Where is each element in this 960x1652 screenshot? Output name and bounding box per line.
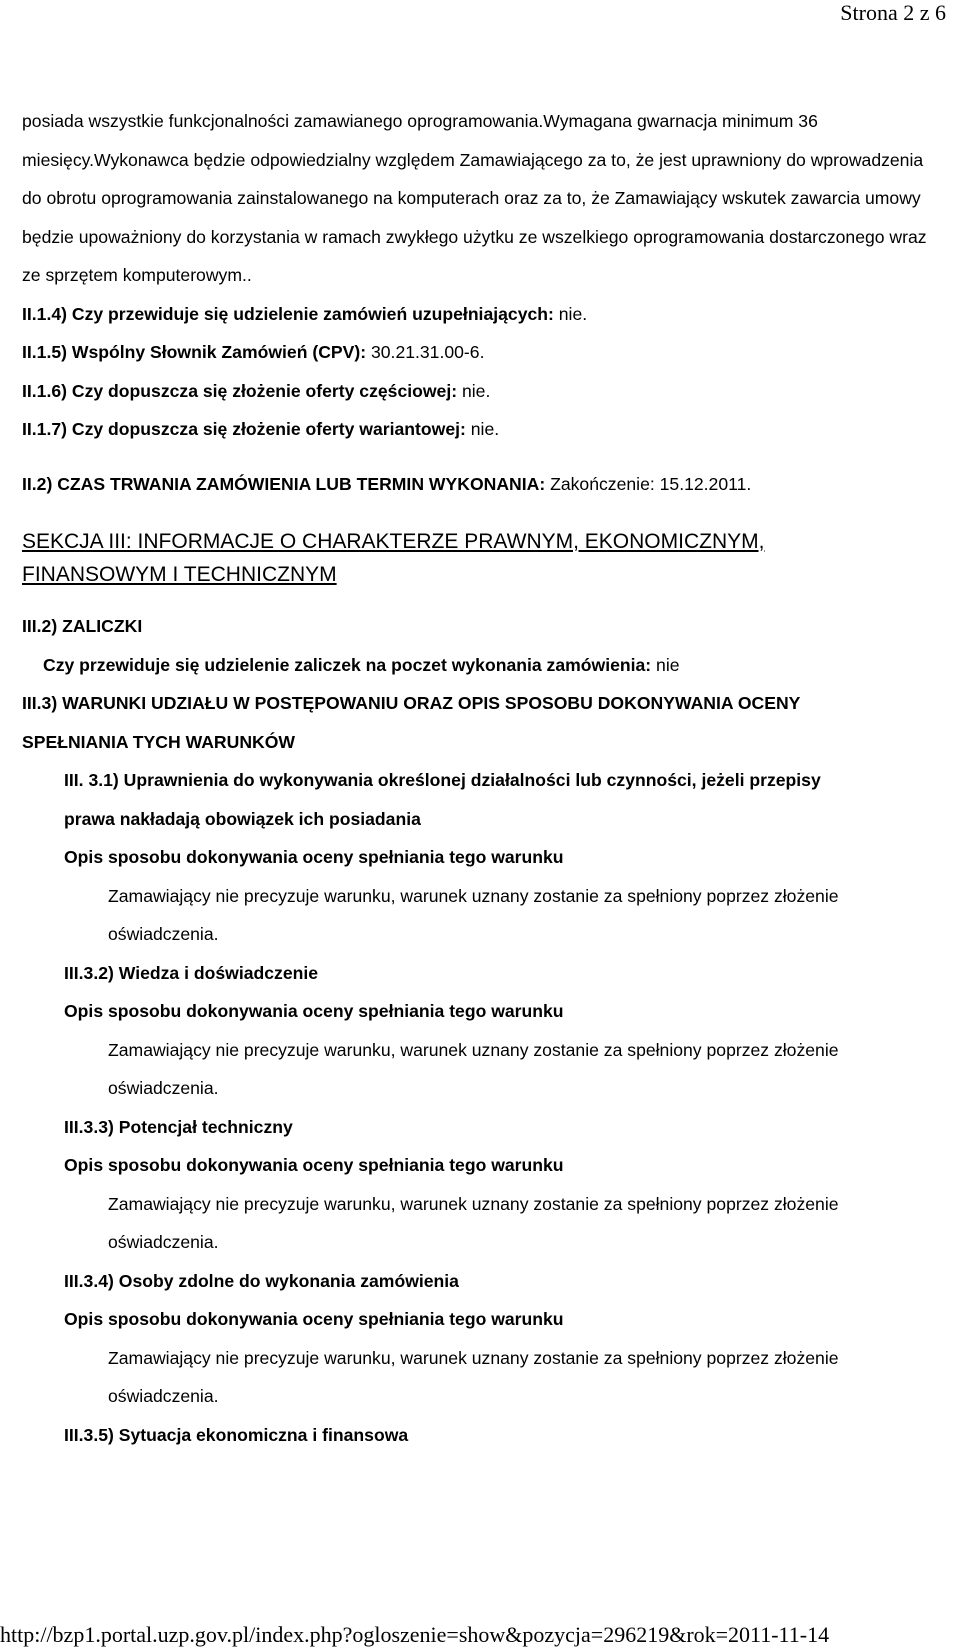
zaliczki-a: nie [651, 654, 680, 675]
czas-label: II.2) CZAS TRWANIA ZAMÓWIENIA LUB TERMIN WYKONANIA: [22, 473, 546, 494]
opis-text: oświadczenia. [108, 1386, 219, 1406]
sub-3-2-heading: III.3.2) Wiedza i doświadczenie [64, 962, 319, 983]
intro-paragraph: posiada wszystkie funkcjonalności zamawianego oprogramowania.Wymagana gwarnacja minimum 36 miesięcy.Wykonawca będzie odpowiedzialny względem Zamawiającego za to, że jest uprawniony do wprowadzenia do obrotu oprogramowania zainstalowanego na komputerach oraz za to, że Zamawiający wskutek zawarcia umowy będzie upoważniony do korzystania w ramach zwykłego użytku ze wszelkiego oprogramowania dostarczonego wraz ze sprzętem komputerowym.. [22, 111, 927, 285]
sub-3-4-heading: III.3.4) Osoby zdolne do wykonania zamówienia [64, 1270, 459, 1291]
item-value: 30.21.31.00-6. [366, 342, 485, 362]
item-label: II.1.5) Wspólny Słownik Zamówień (CPV): [22, 342, 367, 362]
sub-3-1-heading-1: III. 3.1) Uprawnienia do wykonywania określonej działalności lub czynności, jeżeli przepisy [64, 770, 821, 790]
item-value: nie. [457, 380, 491, 401]
zaliczki-heading: III.2) ZALICZKI [22, 616, 143, 636]
item-value: nie. [553, 303, 588, 324]
opis-text: Zamawiający nie precyzuje warunku, warunek uznany zostanie za spełniony poprzez złożenie [108, 1347, 839, 1368]
item-ii-1-5 [22, 333, 937, 372]
page-number: Strona 2 z 6 [840, 0, 946, 25]
section-title-line: SEKCJA III: INFORMACJE O CHARAKTERZE PRAWNYM, EKONOMICZNYM, [22, 530, 765, 553]
opis-text: Zamawiający nie precyzuje warunku, warunek uznany zostanie za spełniony poprzez złożenie [108, 1039, 839, 1060]
opis-text: oświadczenia. [108, 1078, 219, 1098]
item-label: II.1.6) Czy dopuszcza się złożenie oferty częściowej: [22, 380, 458, 401]
czas-trwania [22, 465, 937, 504]
opis-label: Opis sposobu dokonywania oceny spełniania tego warunku [64, 1309, 564, 1329]
section-3-title [22, 525, 937, 591]
opis-label: Opis sposobu dokonywania oceny spełniania tego warunku [64, 1155, 564, 1175]
opis-text: Zamawiający nie precyzuje warunku, warunek uznany zostanie za spełniony poprzez złożenie [108, 885, 839, 906]
footer-url: http://bzp1.portal.uzp.gov.pl/index.php?ogloszenie=show&pozycja=296219&rok=2011-11-14 [0, 1622, 830, 1647]
warunki-heading-2: SPEŁNIANIA TYCH WARUNKÓW [22, 731, 296, 752]
item-value: nie. [465, 419, 500, 439]
sub-3-3-heading: III.3.3) Potencjał techniczny [64, 1116, 293, 1137]
item-label: II.1.4) Czy przewiduje się udzielenie zamówień uzupełniających: [22, 303, 554, 324]
czas-value: Zakończenie: 15.12.2011. [545, 473, 752, 494]
opis-text: oświadczenia. [108, 1232, 219, 1252]
item-ii-1-4 [22, 295, 937, 334]
opis-label: Opis sposobu dokonywania oceny spełniania tego warunku [64, 847, 564, 867]
opis-text: Zamawiający nie precyzuje warunku, warunek uznany zostanie za spełniony poprzez złożenie [108, 1193, 839, 1214]
sub-3-1-heading-2: prawa nakładają obowiązek ich posiadania [64, 808, 421, 829]
opis-text: oświadczenia. [108, 924, 219, 944]
document-body [22, 102, 937, 1454]
warunki-heading-1: III.3) WARUNKI UDZIAŁU W POSTĘPOWANIU ORAZ OPIS SPOSOBU DOKONYWANIA OCENY [22, 693, 801, 713]
zaliczki-question [22, 646, 937, 685]
item-ii-1-6 [22, 372, 937, 411]
sub-3-5-heading: III.3.5) Sytuacja ekonomiczna i finansowa [64, 1424, 409, 1445]
item-ii-1-7 [22, 410, 937, 449]
opis-label: Opis sposobu dokonywania oceny spełniania tego warunku [64, 1001, 564, 1021]
section-title-line: FINANSOWYM I TECHNICZNYM [22, 563, 337, 586]
item-label: II.1.7) Czy dopuszcza się złożenie oferty wariantowej: [22, 419, 466, 439]
zaliczki-q: Czy przewiduje się udzielenie zaliczek na poczet wykonania zamówienia: [43, 654, 652, 675]
